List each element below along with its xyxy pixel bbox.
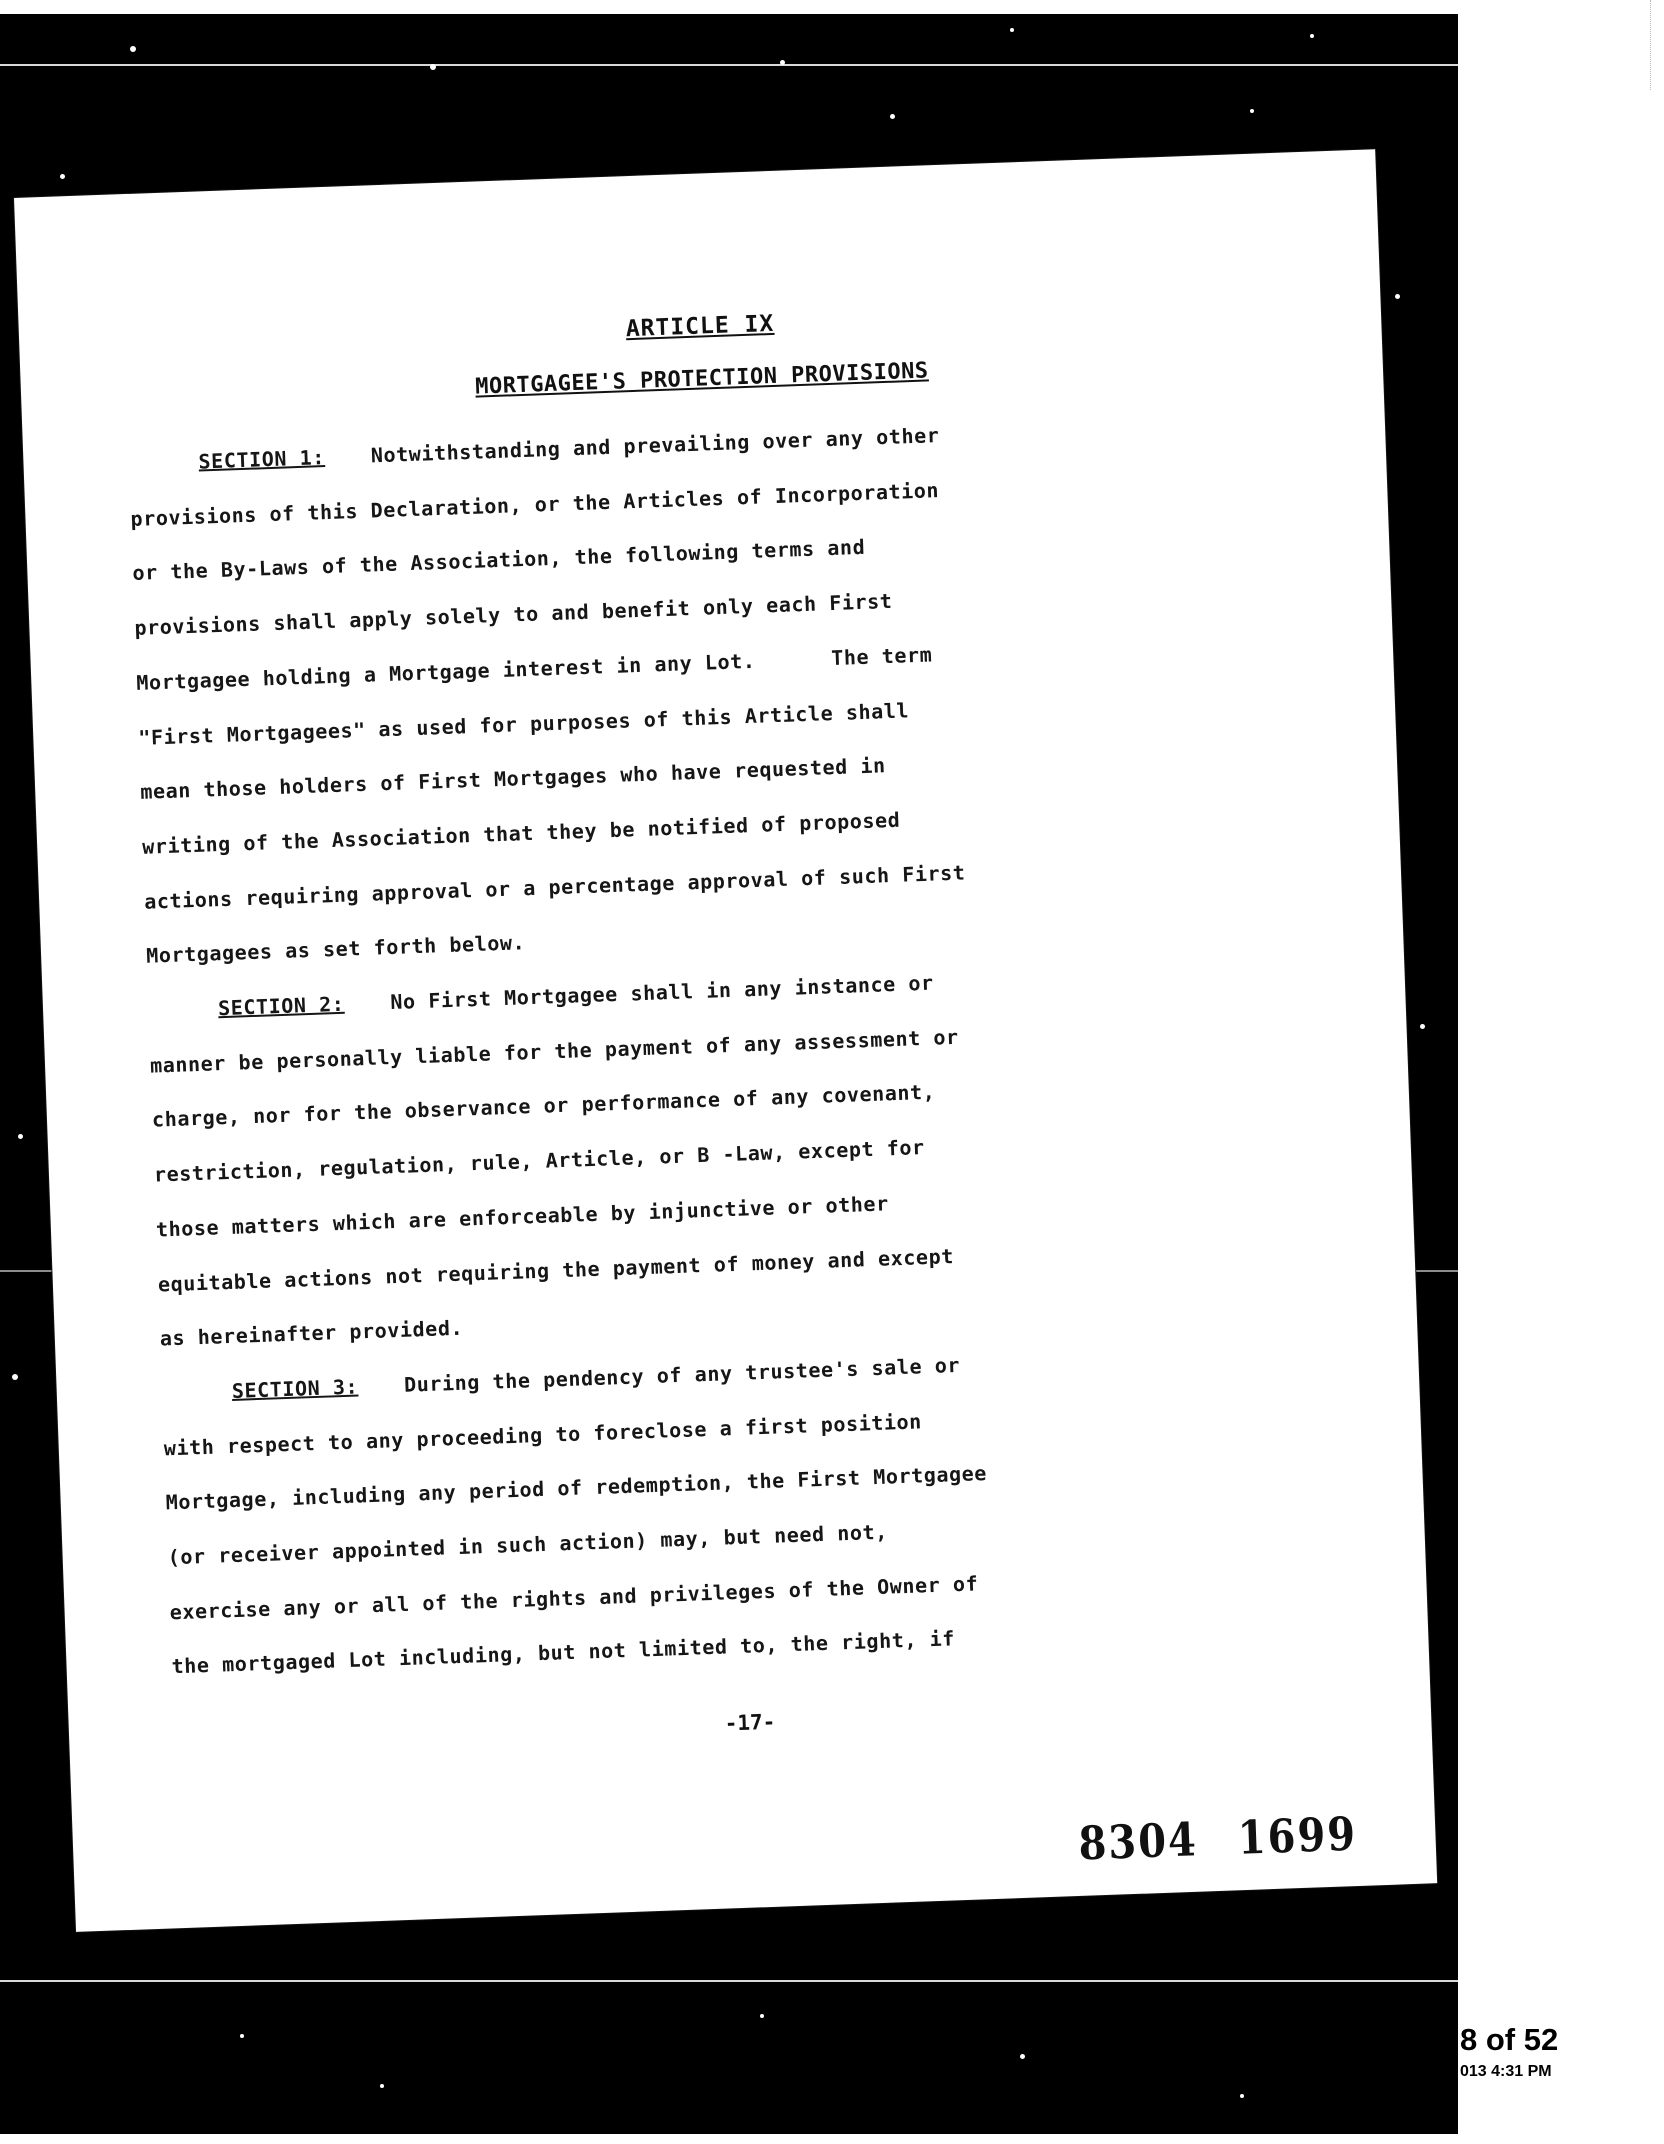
document-line [154, 1135, 925, 1187]
scan-speck [1020, 2054, 1025, 2059]
section-heading: SECTION 2: [217, 991, 345, 1021]
line-text: or the By-Laws of the Association, the following terms and [132, 535, 866, 586]
document-body [128, 415, 1177, 1679]
scan-speck [1395, 294, 1400, 299]
document-line [140, 753, 886, 804]
line-text: as hereinafter provided. [159, 1315, 464, 1351]
scan-speck [1310, 34, 1314, 38]
scan-line [0, 64, 1458, 66]
scan-speck [1010, 28, 1014, 32]
document-line [218, 971, 934, 1021]
line-text: exercise any or all of the rights and privileges of the Owner of [169, 1571, 979, 1625]
line-text: During the pendency of any trustee's sale or [403, 1352, 961, 1397]
scan-speck [130, 46, 136, 52]
document-line [146, 930, 526, 968]
document-line [198, 423, 940, 474]
scan-speck [430, 64, 436, 70]
document-line [167, 1520, 888, 1570]
document-line [142, 808, 901, 859]
page-number: -17- [724, 1709, 776, 1736]
page-counter: 8 of 52 [1460, 2022, 1559, 2057]
line-text: charge, nor for the observance or performance of any covenant, [151, 1080, 936, 1133]
scan-speck [12, 1374, 18, 1380]
scan-speck [1420, 1024, 1425, 1029]
line-text: provisions shall apply solely to and benefit only each First [134, 588, 893, 641]
scan-speck [380, 2084, 384, 2088]
section-heading: SECTION 1: [198, 445, 326, 474]
line-text: Mortgagee holding a Mortgage interest in any Lot. The term [135, 642, 933, 695]
document-line [156, 1191, 890, 1241]
page-edge-mark [1650, 0, 1652, 90]
page-timestamp: 013 4:31 PM [1460, 2063, 1552, 2080]
document-line [144, 860, 966, 913]
document-line [134, 589, 893, 640]
line-text: equitable actions not requiring the payment of money and except [157, 1243, 955, 1297]
line-text: Mortgagees as set forth below. [145, 930, 526, 969]
document-line [163, 1409, 922, 1460]
line-text: those matters which are enforceable by injunctive or other [155, 1191, 890, 1242]
scan-speck [240, 2034, 244, 2038]
document-line [158, 1244, 955, 1296]
line-text: with respect to any proceeding to foreclose a first position [163, 1408, 923, 1461]
recording-book: 8304 [1077, 1812, 1199, 1872]
recording-page: 1699 [1236, 1807, 1359, 1866]
scan-speck [890, 114, 895, 119]
scan-speck [760, 2014, 764, 2018]
line-text: mean those holders of First Mortgages who have requested in [139, 753, 887, 805]
line-text: manner be personally liable for the payment of any assessment or [149, 1024, 960, 1078]
recording-number [1078, 1807, 1358, 1871]
line-text: (or receiver appointed in such action) may, but need not, [167, 1519, 889, 1570]
document-line [231, 1353, 960, 1403]
line-text: Notwithstanding and prevailing over any other [370, 423, 940, 468]
document-line [136, 642, 933, 694]
document-line [150, 1024, 959, 1077]
scan-speck [18, 1134, 23, 1139]
line-text: restriction, regulation, rule, Article, or B -Law, except for [153, 1135, 926, 1187]
document-line [165, 1461, 987, 1514]
section-heading: SECTION 3: [231, 1374, 359, 1403]
line-text: the mortgaged Lot including, but not limited to, the right, if [171, 1626, 956, 1679]
document-line [159, 1316, 463, 1351]
line-text: writing of the Association that they be notified of proposed [141, 807, 901, 859]
scan-speck [1240, 2094, 1244, 2098]
scan-line [0, 1980, 1458, 1982]
scan-speck [780, 60, 785, 65]
article-title: ARTICLE IX [625, 310, 775, 343]
document-line [132, 535, 866, 585]
document-line [152, 1080, 936, 1132]
document-line [138, 698, 909, 750]
scan-speck [60, 174, 65, 179]
document-line [130, 478, 939, 531]
document-line [169, 1571, 978, 1624]
scan-speck [1250, 109, 1254, 113]
document-line [171, 1627, 955, 1679]
article-subtitle-text: MORTGAGEE'S PROTECTION PROVISIONS [474, 358, 930, 400]
line-text: Mortgage, including any period of redemption, the First Mortgagee [165, 1461, 988, 1515]
line-text: actions requiring approval or a percentage approval of such First [143, 860, 966, 914]
line-text: provisions of this Declaration, or the Articles of Incorporation [130, 477, 940, 531]
scanned-paper [14, 149, 1437, 1932]
line-text: No First Mortgagee shall in any instance or [389, 970, 935, 1015]
line-text: "First Mortgagees" as used for purposes of this Article shall [137, 697, 910, 750]
